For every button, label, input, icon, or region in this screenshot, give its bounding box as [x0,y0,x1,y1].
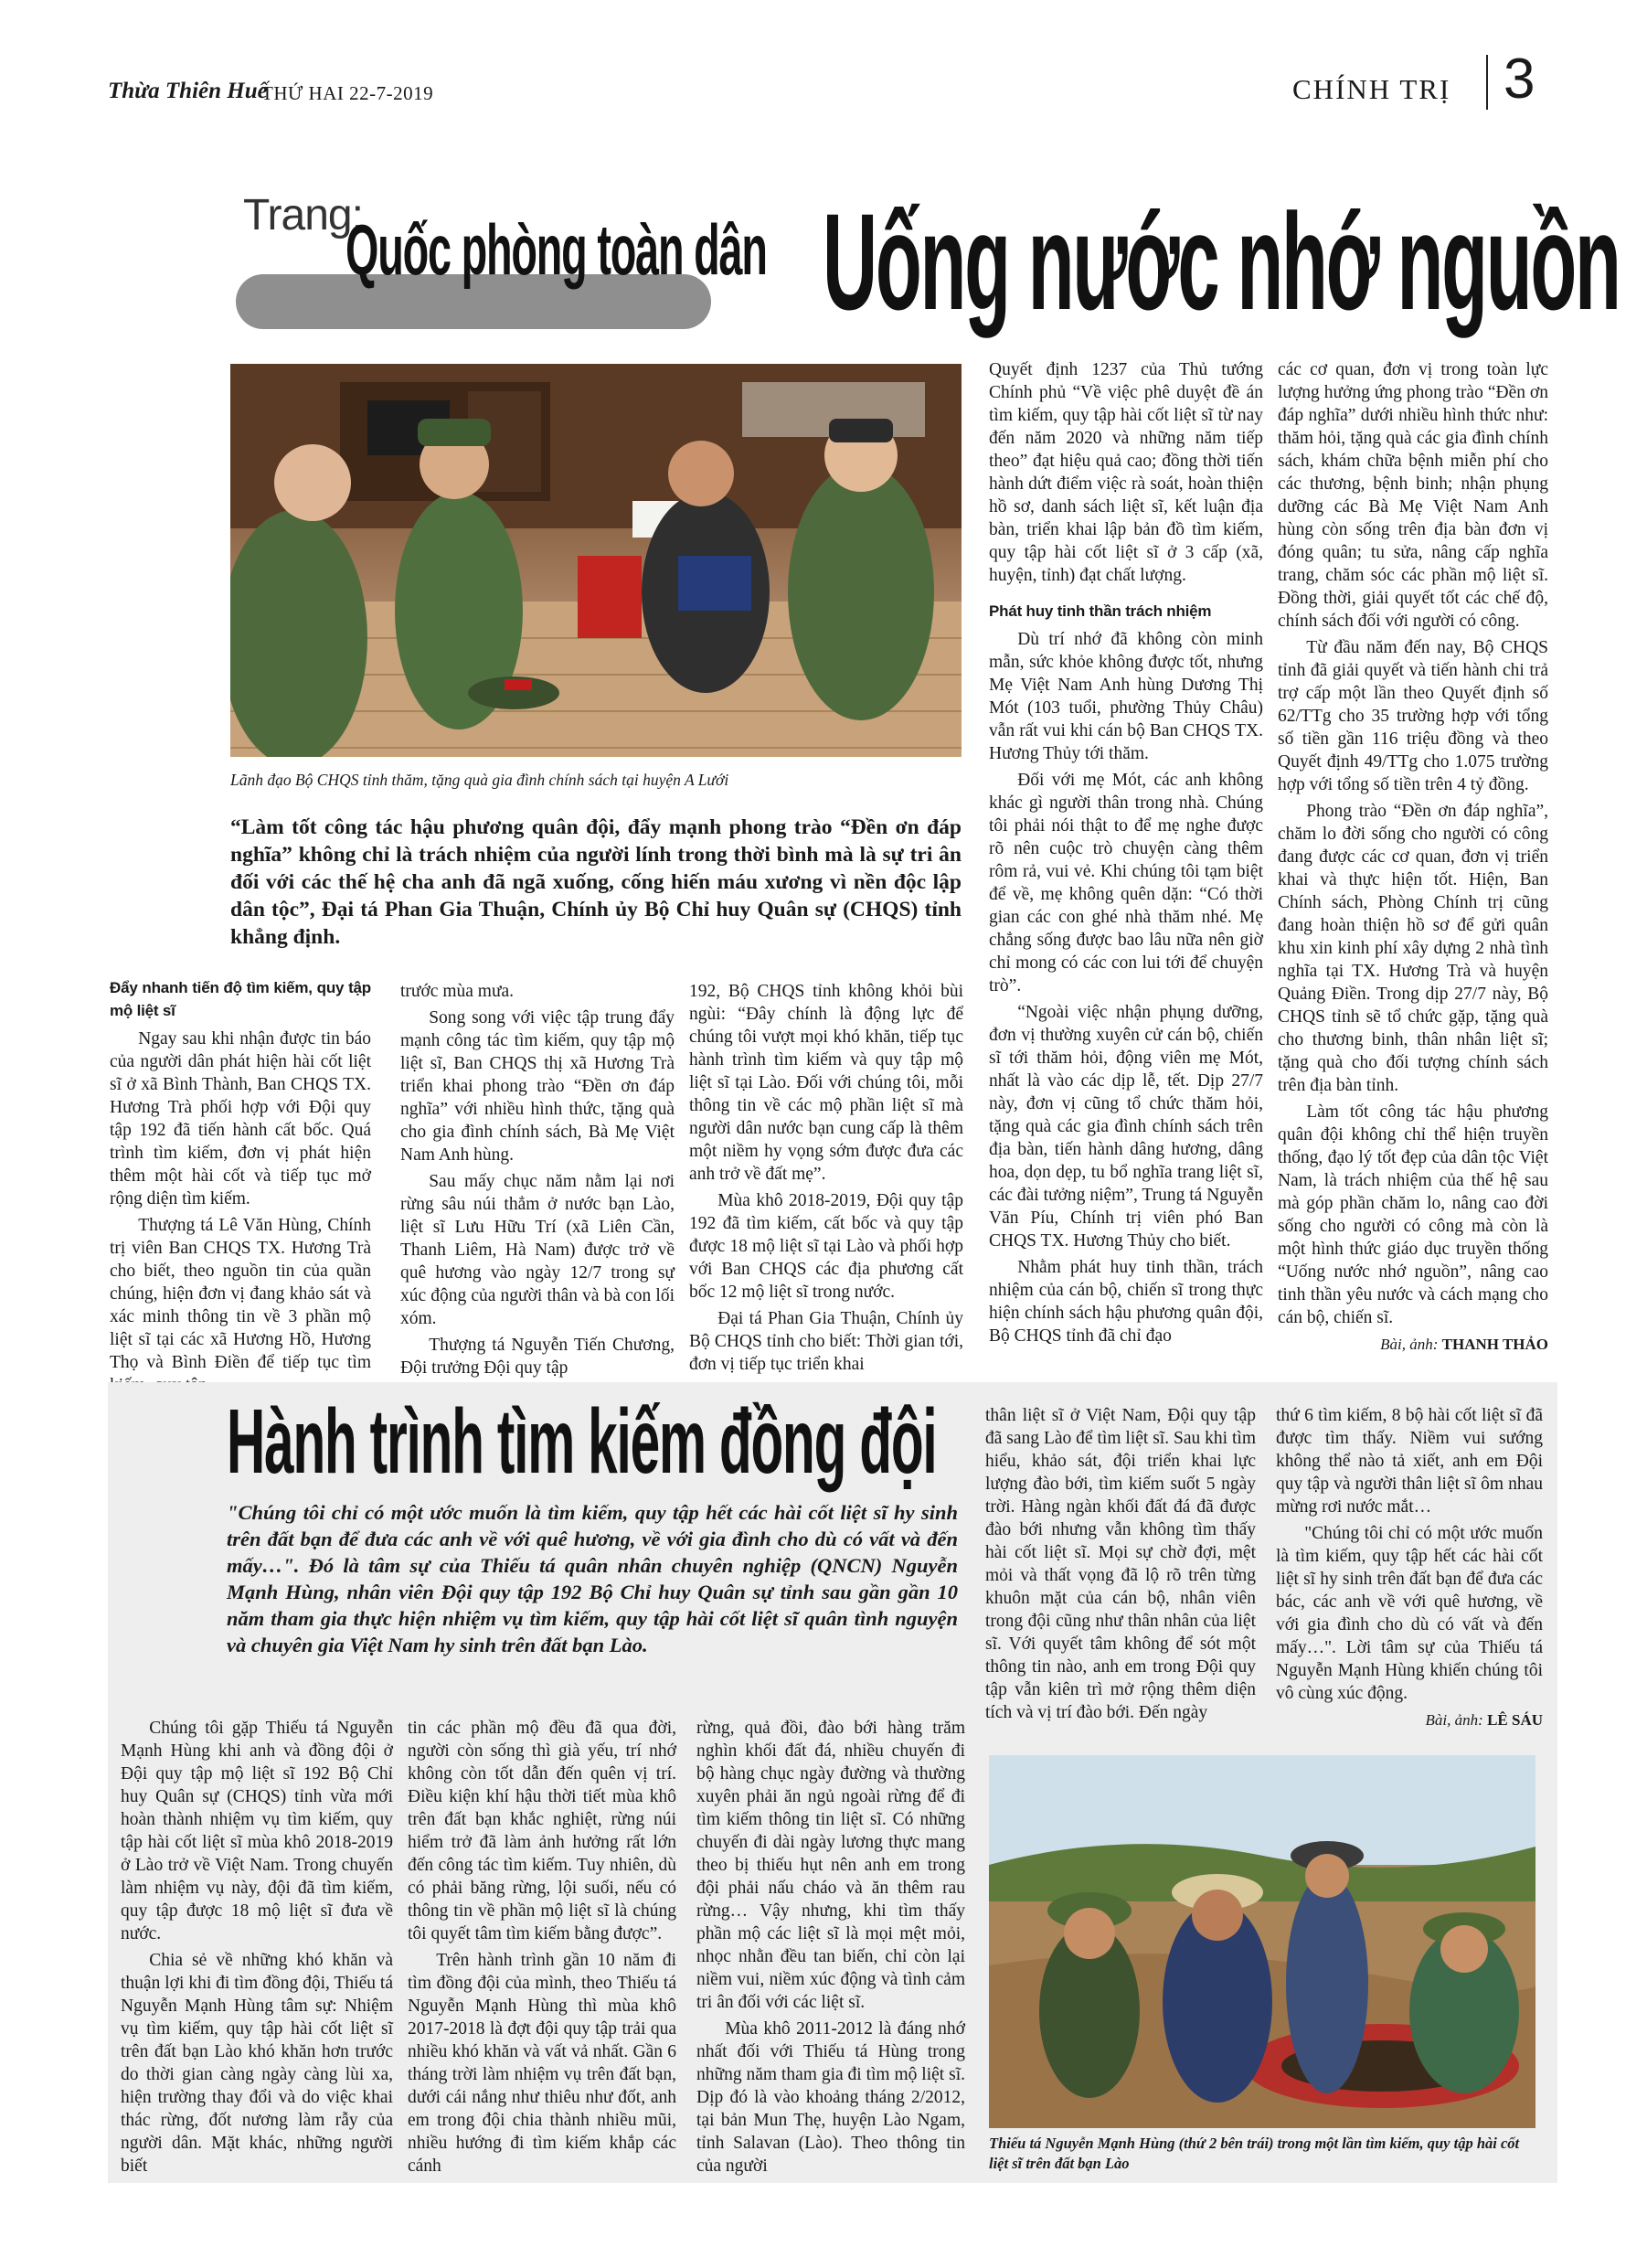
article1-c5-p2: Từ đầu năm đến nay, Bộ CHQS tỉnh đã giải quyết và tiến hành chi trả trợ cấp một lần theo Quyết định số 62/TTg cho 35 trường hợp với tổng số tiền gần 116 triệu đồng và theo Quyết định 49/TTg cho 1.075 trường hợp với tổng số tiền trên 4 tỷ đồng. [1278,638,1548,794]
article1-byline [1278,1333,1548,1356]
section-banner [236,183,767,338]
article1-c1-p1: Ngay sau khi nhận được tin báo của người dân phát hiện hài cốt liệt sĩ ở xã Bình Thành, Ban CHQS TX. Hương Trà phối hợp với Đội quy tập 192 đã tiến hành cất bốc. Quá trình tìm kiếm, đơn vị phát hiện thêm một hài cốt và tiếp tục mở rộng diện tìm kiếm. [110,1029,371,1209]
article1-c4-p2: Dù trí nhớ đã không còn minh mẫn, sức khỏe không được tốt, nhưng Mẹ Việt Nam Anh hùng Dương Thị Mót (103 tuổi, phường Thủy Châu) vẫn rất vui khi cán bộ Ban CHQS TX. Hương Thủy tới thăm. [989,630,1263,763]
article1-byline-label: Bài, ảnh: [1380,1336,1439,1353]
article1-subhead-2: Phát huy tinh thần trách nhiệm [989,602,1212,620]
article1-column-3 [689,980,963,1379]
article2-column-2 [408,1717,676,2181]
article2-c1-p2: Chia sẻ về những khó khăn và thuận lợi khi đi tìm đồng đội, Thiếu tá Nguyễn Mạnh Hùng tâm sự: Nhiệm vụ tìm kiếm, quy tập hài cốt liệt sĩ trên đất bạn Lào khó khăn hơn trước do thời gian càng ngày càng lùi xa, hiện trường thay đổi và do việc khai thác rừng, đốt nương làm rẫy của người dân. Mặt khác, những người biết [121,1951,393,2176]
banner-prefix: Trang: [243,191,363,240]
article1-c2-p1: trước mùa mưa. [400,982,515,1001]
article2-byline [1276,1709,1543,1731]
article1-photo-caption: Lãnh đạo Bộ CHQS tỉnh thăm, tặng quà gia đình chính sách tại huyện A Lưới [230,771,729,789]
article2-byline-label: Bài, ảnh: [1425,1711,1483,1729]
article2-c1-p1: Chúng tôi gặp Thiếu tá Nguyễn Mạnh Hùng khi anh và đồng đội ở Đội quy tập mộ liệt sĩ 192 Bộ Chỉ huy Quân sự (CHQS) tỉnh vừa mới hoàn thành nhiệm vụ tìm kiếm, quy tập hài cốt liệt sĩ mùa khô 2018-2019 ở Lào trở về Việt Nam. Trong chuyến làm nhiệm vụ này, đội đã tìm kiếm, quy tập được 18 mộ liệt sĩ đưa về nước. [121,1719,393,1943]
article1-c5-p4: Làm tốt công tác hậu phương quân đội không chỉ thể hiện truyền thống, đạo lý tốt đẹp của dân tộc Việt Nam, là trách nhiệm của thế hệ sau mà góp phần chăm lo, nâng cao đời sống cho người có công mà còn là một hình thức giáo dục truyền thống “Uống nước nhớ nguồn”, nâng cao tinh thần yêu nước và cách mạng cho cán bộ, chiến sĩ. [1278,1102,1548,1327]
article1-c2-p2: Song song với việc tập trung đẩy mạnh công tác tìm kiếm, quy tập mộ liệt sĩ, Ban CHQS thị xã Hương Trà triển khai phong trào “Đền ơn đáp nghĩa” với nhiều hình thức, tặng quà cho gia đình chính sách, Bà Mẹ Việt Nam Anh hùng. [400,1008,675,1165]
article2-c2-p1: tin các phần mộ đều đã qua đời, người còn sống thì già yếu, trí nhớ không còn tốt dẫn đến quên vị trí. Điều kiện khí hậu thời tiết mùa khô trên đất bạn khắc nghiệt, rừng núi hiểm trở đã làm ảnh hưởng rất lớn đến công tác tìm kiếm. Tuy nhiên, dù có phải băng rừng, lội suối, nếu có thông tin về phần mộ liệt sĩ là chúng tôi quyết tâm tìm kiếm bằng được”. [408,1719,676,1943]
article1-c3-p1: 192, Bộ CHQS tỉnh không khỏi bùi ngùi: “Đây chính là động lực để chúng tôi vượt mọi khó khăn, tiếp tục hành trình tìm kiếm và quy tập mộ liệt sĩ tại Lào. Đối với chúng tôi, mỗi thông tin về các mộ phần liệt sĩ mà người dân nước bạn cung cấp là thêm một niềm hy vọng sớm được đưa các anh trở về đất mẹ”. [689,982,963,1184]
article1-lead: “Làm tốt công tác hậu phương quân đội, đẩy mạnh phong trào “Đền ơn đáp nghĩa” không chỉ là trách nhiệm của người lính trong thời bình mà là sự tri ân đối với các thế hệ cha anh đã ngã xuống, cống hiến máu xương vì nền độc lập dân tộc”, Đại tá Phan Gia Thuận, Chính ủy Bộ Chỉ huy Quân sự (CHQS) tỉnh khẳng định. [230,815,962,949]
article1-byline-name: THANH THẢO [1441,1336,1548,1353]
article1-c1-p2: Thượng tá Lê Văn Hùng, Chính trị viên Ban CHQS TX. Hương Trà cho biết, theo nguồn tin của quần chúng, hiện đơn vị đang khảo sát và xác minh thông tin về 3 phần mộ liệt sĩ tại các xã Hương Hồ, Hương Thọ và Bình Điền để tiếp tục tìm [110,1216,371,1372]
masthead: Thừa Thiên Huế [108,79,268,103]
article1-headline: Uống nước nhớ nguồn [823,185,1620,338]
article2-c5-p2: "Chúng tôi chỉ có một ước muốn là tìm kiếm, quy tập hết các hài cốt liệt sĩ hy sinh trên đất bạn để đưa các bác, các anh về với quê hương, về với gia đình cho dù có vất và đến mấy…". Lời tâm sự của Thiếu tá Nguyễn Mạnh Hùng khiến chúng tôi vô cùng xúc động. [1276,1524,1543,1703]
article1-column-4 [989,358,1263,1351]
article2-column-5 [1276,1404,1543,1731]
article2-c2-p2: Trên hành trình gần 10 năm đi tìm đồng đội của mình, theo Thiếu tá Nguyễn Mạnh Hùng thì mùa khô 2017-2018 là đợt đội quy tập trải qua nhiều khó khăn và vất vả nhất. Gần 6 tháng trời làm nhiệm vụ trên đất bạn, dưới cái nắng như thiêu như đốt, anh em trong đội chia thành nhiều mũi, nhiều hướng đi tìm kiếm khắp các cánh [408,1951,676,2176]
article1-c4-p5: Nhằm phát huy tinh thần, trách nhiệm của cán bộ, chiến sĩ trong thực hiện chính sách hậu phương quân đội, Bộ CHQS tỉnh đã chỉ đạo [989,1258,1263,1346]
article1-column-1 [110,976,371,1400]
article1-c5-p3: Phong trào “Đền ơn đáp nghĩa”, chăm lo đời sống cho người có công đang được các cơ quan, đơn vị triển khai và thực hiện tốt. Hiện, Ban Chính sách, Phòng Chính trị cũng đang hoàn thiện hồ sơ để gửi quân khu xin kinh phí xây dựng 2 nhà tình nghĩa tại TX. Hương Trà và huyện Quảng Điền. Trong dịp 27/7 này, Bộ CHQS tỉnh sẽ tổ chức gặp, tặng quà cho thương binh, thân nhân liệt sĩ; tặng quà cho đối tượng chính sách trên địa bàn tỉnh. [1278,802,1548,1095]
article1-column-5 [1278,358,1548,1356]
article1-c4-p1: Quyết định 1237 của Thủ tướng Chính phủ “Về việc phê duyệt đề án tìm kiếm, quy tập hài cốt liệt sĩ từ nay đến năm 2020 và những năm tiếp theo” đạt hiệu quả cao; đồng thời tiến hành dứt điểm việc rà soát, hoàn thiện hồ sơ, danh sách liệt sĩ, kết luận địa bàn, triển khai lập bản đồ tìm kiếm, quy tập hài cốt liệt sĩ ở 3 cấp (xã, huyện, tỉnh) đạt chất lượng. [989,360,1263,585]
article2-byline-name: LÊ SÁU [1487,1711,1543,1729]
article2-headline: Hành trình tìm kiếm đồng đội [227,1390,937,1493]
article1-c2-p4: Thượng tá Nguyễn Tiến Chương, Đội trưởng Đội quy tập [400,1336,675,1378]
article2-photo-caption: Thiếu tá Nguyễn Mạnh Hùng (thứ 2 bên trái) trong một lần tìm kiếm, quy tập hài cốt liệt sĩ trên đất bạn Lào [989,2135,1520,2172]
article2-column-1 [121,1717,393,2181]
photo-illustration [230,364,962,757]
article2-c5-p1: thứ 6 tìm kiếm, 8 bộ hài cốt liệt sĩ đã được tìm thấy. Niềm vui sướng không thể nào tả xiết, anh em Đội quy tập và người thân liệt sĩ ôm nhau mừng rơi nước mắt… [1276,1406,1543,1517]
article1-c5-p1: các cơ quan, đơn vị trong toàn lực lượng hưởng ứng phong trào “Đền ơn đáp nghĩa” dưới nhiều hình thức như: thăm hỏi, tặng quà các gia đình chính sách, khám chữa bệnh miễn phí cho các thương, bệnh binh; nhận phụng dưỡng các Bà Mẹ Việt Nam Anh hùng còn sống trên địa bàn đơn vị đóng quân; tu sửa, nâng cấp nghĩa trang, chăm sóc các phần mộ liệt sĩ. Đồng thời, giải quyết tốt các chế độ, chính sách đối với người có công. [1278,360,1548,631]
article2-c4-p1: thân liệt sĩ ở Việt Nam, Đội quy tập đã sang Lào để tìm liệt sĩ. Sau khi tìm hiểu, khảo sát, đội triển khai lực lượng đào bới, tìm kiếm suốt 5 ngày trời. Hàng ngàn khối đất đá đã được đào bới nhưng vẫn không tìm thấy hài cốt liệt sĩ. Mọi sự chờ đợi, mệt mỏi và thất vọng đã lộ rõ trên từng khuôn mặt của cán bộ, nhân viên trong đội cũng như thân nhân của liệt sĩ. Với quyết tâm không để sót một thông tin nào, anh em trong Đội quy tập vẫn kiên trì mở rộng thêm diện tích và vị trí đào bới. Đến ngày [985,1406,1256,1722]
excavation-illustration [989,1755,1535,2128]
article1-c3-p2: Mùa khô 2018-2019, Đội quy tập 192 đã tìm kiếm, cất bốc và quy tập được 18 mộ liệt sĩ tại Lào và phối hợp với Ban CHQS các địa phương cất bốc 12 mộ liệt sĩ trong nước. [689,1191,963,1302]
banner-title: Quốc phòng toàn dân [345,209,767,290]
article1-c3-p3: Đại tá Phan Gia Thuận, Chính ủy Bộ CHQS tỉnh cho biết: Thời gian tới, đơn vị tiếp tục triển khai [689,1309,963,1374]
article1-c4-p4: “Ngoài việc nhận phụng dưỡng, đơn vị thường xuyên cử cán bộ, chiến sĩ tới thăm hỏi, động viên mẹ Mót, nhất là vào các dịp lễ, tết. Dịp 27/7 này, đơn vị cũng tổ chức thăm hỏi, tặng quà các gia đình chính sách trên địa bàn, tiến hành dâng hương, dâng hoa, dọn dẹp, tu bổ nghĩa trang liệt sĩ, các đài tưởng niệm”, Trung tá Nguyễn Văn Píu, Chính trị viên phó Ban CHQS TX. Hương Thủy cho biết. [989,1003,1263,1251]
photo-excavation-site [989,1755,1535,2128]
article2-lead: "Chúng tôi chỉ có một ước muốn là tìm kiếm, quy tập hết các hài cốt liệt sĩ hy sinh trên đất bạn để đưa các anh về với quê hương, về với gia đình cho dù có vất và đến mấy…". Đó là tâm sự của Thiếu tá quân nhân chuyên nghiệp (QNCN) Nguyễn Mạnh Hùng, nhân viên Đội quy tập 192 Bộ Chỉ huy Quân sự tỉnh sau gần gần 10 năm tham gia thực hiện nhiệm vụ tìm kiếm, quy tập hài cốt liệt sĩ quân tình nguyện và chuyên gia Việt Nam hy sinh trên đất bạn Lào. [227,1501,958,1656]
article2-column-4 [985,1404,1256,1728]
article2-column-3 [696,1717,965,2181]
article1-subhead-1: Đẩy nhanh tiến độ tìm kiếm, quy tập mộ liệt sĩ [110,979,371,1019]
page-number: 3 [1504,48,1535,111]
photo-soldiers-visit [230,364,962,757]
header-divider [1486,55,1488,110]
article2-c3-p2: Mùa khô 2011-2012 là đáng nhớ nhất đối với Thiếu tá Hùng trong những năm tham gia đi tìm mộ liệt sĩ. Dịp đó là vào khoảng tháng 2/2012, tại bản Mun Thẹ, huyện Lào Ngam, tỉnh Salavan (Lào). Theo thông tin của người [696,2019,965,2176]
article1-c4-p3: Đối với mẹ Mót, các anh không khác gì người thân trong nhà. Chúng tôi phải nói thật to để mẹ nghe được rõ nên cuộc trò chuyện càng thêm rôm rả, vui vẻ. Khi chúng tôi tạm biệt để về, mẹ không quên dặn: “Có thời gian các con ghé nhà thăm nhé. Mẹ chẳng sống được bao lâu nữa nên giờ chỉ mong có các con lui tới để chuyện trò”. [989,771,1263,996]
article1-c2-p3: Sau mấy chục năm nằm lại nơi rừng sâu núi thẳm ở nước bạn Lào, liệt sĩ Lưu Hữu Trí (xã Liên Cần, Thanh Liêm, Hà Nam) được trở về quê hương vào ngày 12/7 trong sự xúc động của người thân và bà con lối xóm. [400,1172,675,1328]
article2-c3-p1: rừng, quả đồi, đào bới hàng trăm nghìn khối đất đá, nhiều chuyến đi bộ hàng chục ngày đường và thường xuyên phải ăn ngủ ngoài rừng để đi tìm kiếm thông tin liệt sĩ. Có những chuyến đi dài ngày lương thực mang theo bị thiếu hụt nên anh em trong đội phải nấu cháo và ăn thêm rau rừng… Vậy nhưng, khi tìm thấy phần mộ các liệt sĩ là mọi mệt mỏi, nhọc nhằn đều tan biến, chỉ còn lại niềm vui, niềm xúc động và tình cảm tri ân đối với các liệt sĩ. [696,1719,965,2012]
article1-column-2 [400,980,675,1383]
section-label: CHÍNH TRỊ [1292,73,1451,105]
issue-date: THỨ HAI 22-7-2019 [261,82,434,104]
